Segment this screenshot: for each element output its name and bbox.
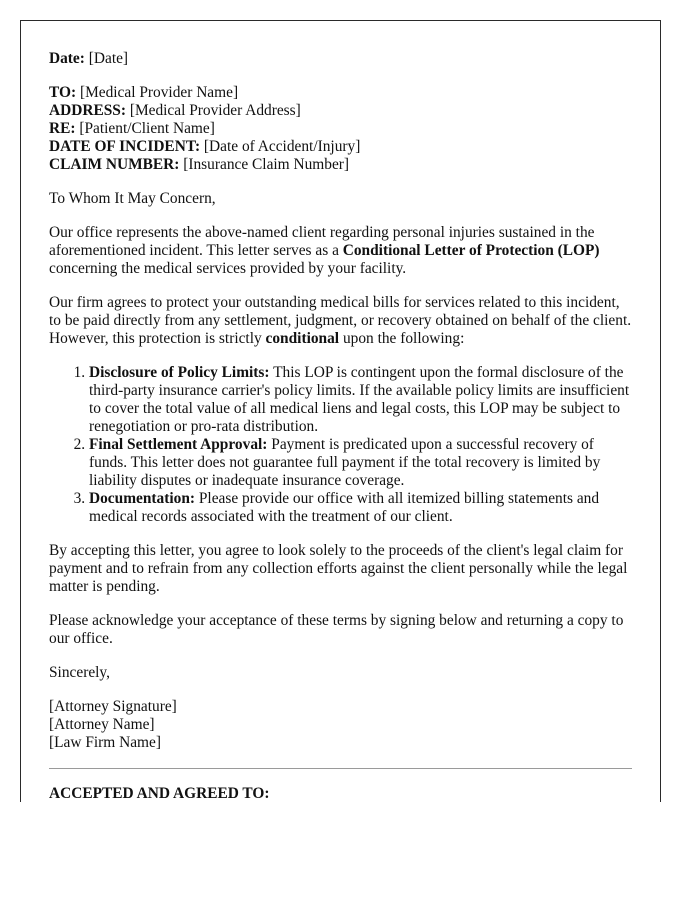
condition-text: Payment is predicated upon a successful recovery of funds. This letter does not guarantee full payment if the total recovery is limited by liability disputes or inadequate insurance coverage. bbox=[89, 436, 601, 489]
condition-title: Documentation: bbox=[89, 490, 196, 507]
intro-paragraph bbox=[49, 224, 632, 278]
signature-block bbox=[49, 698, 632, 752]
closing: Sincerely, bbox=[49, 664, 110, 681]
to-field bbox=[49, 84, 632, 102]
agreement-paragraph bbox=[49, 294, 632, 348]
section-divider bbox=[49, 768, 632, 769]
law-firm-name: [Law Firm Name] bbox=[49, 734, 161, 751]
header-fields bbox=[49, 84, 632, 174]
condition-title: Final Settlement Approval: bbox=[89, 436, 268, 453]
date-line bbox=[49, 50, 632, 68]
date-value: [Date] bbox=[84, 50, 129, 67]
address-value: [Medical Provider Address] bbox=[125, 102, 301, 119]
re-value: [Patient/Client Name] bbox=[75, 120, 215, 137]
condition-item bbox=[89, 436, 632, 490]
date-of-incident-label: DATE OF INCIDENT: bbox=[49, 138, 201, 155]
agreement-text-before: Our firm agrees to protect your outstanding medical bills for services related to this incident, to be paid directly from any settlement, judgment, or recovery obtained on behalf of the client. However, this protection is strictly bbox=[49, 294, 632, 347]
conditional-term: conditional bbox=[265, 330, 340, 347]
attorney-name: [Attorney Name] bbox=[49, 716, 155, 733]
conditions-list bbox=[49, 364, 632, 526]
date-label: Date: bbox=[49, 50, 85, 67]
to-label: TO: bbox=[49, 84, 77, 101]
acknowledge-paragraph: Please acknowledge your acceptance of these terms by signing below and returning a copy to our office. bbox=[49, 612, 624, 647]
acceptance-terms-paragraph: By accepting this letter, you agree to look solely to the proceeds of the client's legal claim for payment and to refrain from any collection efforts against the client personally while the legal matter is pending. bbox=[49, 542, 628, 595]
date-of-incident-field bbox=[49, 138, 632, 156]
date-of-incident-value: [Date of Accident/Injury] bbox=[200, 138, 361, 155]
condition-text: Please provide our office with all itemized billing statements and medical records associated with the treatment of our client. bbox=[89, 490, 600, 525]
address-field bbox=[49, 102, 632, 120]
lop-term: Conditional Letter of Protection (LOP) bbox=[342, 242, 600, 259]
intro-text-before: Our office represents the above-named client regarding personal injuries sustained in the aforementioned incident. This letter serves as a bbox=[49, 224, 595, 259]
re-field bbox=[49, 120, 632, 138]
intro-text-after: concerning the medical services provided by your facility. bbox=[49, 260, 407, 277]
condition-item bbox=[89, 490, 632, 526]
to-value: [Medical Provider Name] bbox=[76, 84, 239, 101]
condition-text: This LOP is contingent upon the formal disclosure of the third-party insurance carrier's policy limits. If the available policy limits are insufficient to cover the total value of all medical liens and legal costs, this LOP may be subject to renegotiation or pro-rata distribution. bbox=[89, 364, 630, 435]
condition-title: Disclosure of Policy Limits: bbox=[89, 364, 270, 381]
attorney-signature: [Attorney Signature] bbox=[49, 698, 177, 715]
address-label: ADDRESS: bbox=[49, 102, 126, 119]
accepted-heading: ACCEPTED AND AGREED TO: bbox=[49, 785, 270, 802]
re-label: RE: bbox=[49, 120, 76, 137]
agreement-text-after: upon the following: bbox=[339, 330, 465, 347]
claim-number-field bbox=[49, 156, 632, 174]
condition-item bbox=[89, 364, 632, 436]
claim-number-label: CLAIM NUMBER: bbox=[49, 156, 180, 173]
salutation: To Whom It May Concern, bbox=[49, 190, 216, 207]
letter-document bbox=[20, 20, 661, 802]
claim-number-value: [Insurance Claim Number] bbox=[179, 156, 350, 173]
